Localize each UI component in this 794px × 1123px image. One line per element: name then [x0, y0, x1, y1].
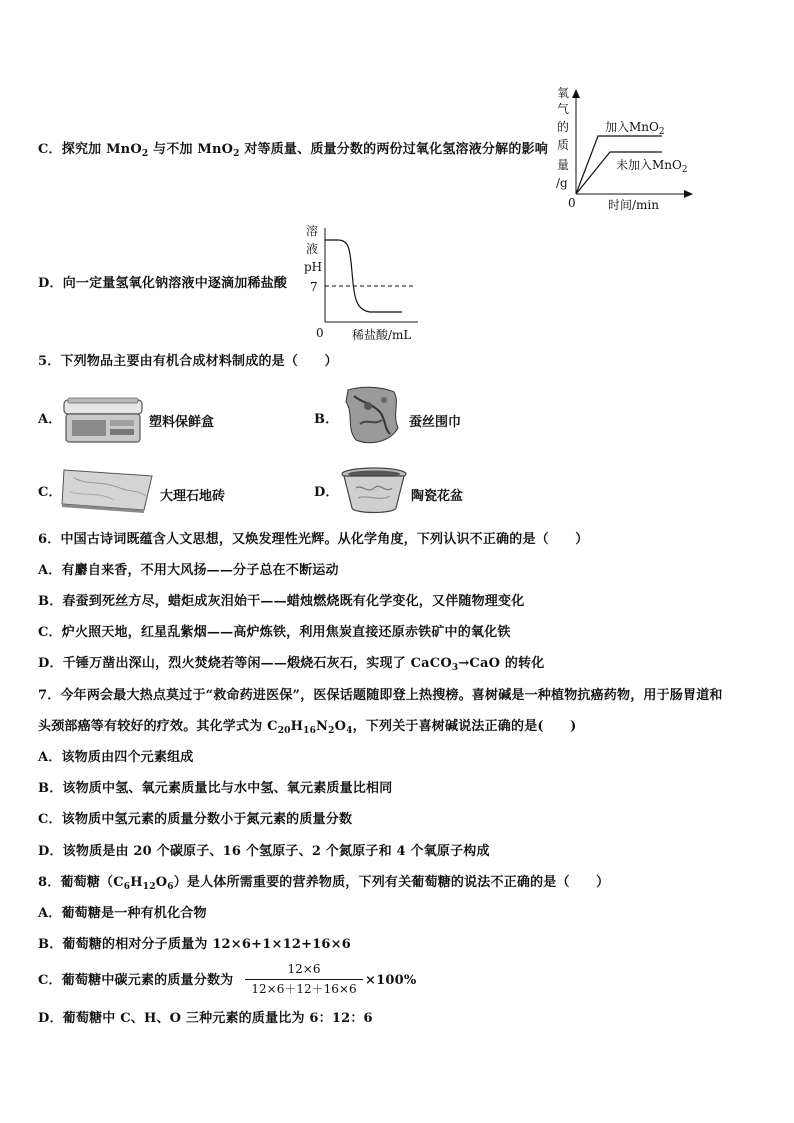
graph-d-ylabel-1: 溶	[305, 224, 318, 238]
q8-stem: 8．葡萄糖$(C_6H_{12}O_6)$是人体所需重要的营养物质，下列有关葡萄糖的说法不正确的是（ ）	[38, 875, 610, 892]
q5-stem: 5．下列物品主要由有机合成材料制成的是（ ）	[38, 354, 338, 369]
graph-d-ylabel-ph: pH	[304, 260, 323, 274]
graph-d-xlabel: 稀盐酸/mL	[352, 328, 412, 342]
q7-option-d: D．该物质是由 20 个碳原子、16 个氢原子、2 个氮原子和 4 个氧原子构成	[38, 844, 490, 859]
q6-option-a: A．有麝自来香，不用大风扬——分子总在不断运动	[38, 563, 339, 578]
q7-option-b: B．该物质中氢、氧元素质量比与水中氢、氧元素质量比相同	[38, 781, 393, 796]
q7-option-c: C．该物质中氢元素的质量分数小于氮元素的质量分数	[38, 812, 353, 827]
graph-c-xlabel: 时间/min	[608, 198, 659, 212]
graph-c-x-arrow	[684, 190, 693, 198]
q5-option-d-label: D．	[314, 485, 339, 500]
q8-option-c-suffix: ×100%	[365, 973, 417, 988]
q6-option-c: C．炉火照天地，红星乱紫烟——高炉炼铁，利用焦炭直接还原赤铁矿中的氧化铁	[38, 625, 511, 640]
fraction-bar	[245, 979, 363, 980]
plastic-box-image	[62, 394, 144, 446]
q5-option-c-label: C．	[38, 485, 62, 500]
graph-c-ylabel-5: 量	[556, 158, 569, 172]
q5-option-a-label: A．	[38, 412, 62, 427]
ceramic-pot-image	[340, 466, 408, 516]
graph-c-curve-with-mno2	[576, 136, 662, 194]
q7-stem-line1: 7．今年两会最大热点莫过于“救命药进医保”，医保话题随即登上热搜榜。喜树碱是一种植物抗癌药物，用于肠胃道和	[38, 688, 723, 703]
q5-option-a-text: 塑料保鲜盒	[149, 415, 215, 430]
q5-option-d-text: 陶瓷花盆	[411, 489, 464, 504]
q4-option-c: C．探究加 MnO$_2$ 与不加 MnO$_2$ 对等质量、质量分数的两份过氧化氢溶液分解的影响	[38, 142, 548, 159]
graph-d-origin: 0	[316, 326, 324, 340]
q8-option-c-prefix: C．葡萄糖中碳元素的质量分数为	[38, 973, 234, 988]
silk-scarf-image	[340, 384, 406, 448]
q6-option-b: B．春蚕到死丝方尽，蜡炬成灰泪始干——蜡烛燃烧既有化学变化，又伴随物理变化	[38, 594, 525, 609]
mass-fraction	[245, 962, 363, 996]
graph-c-ylabel-1: 氧	[556, 86, 569, 100]
q4-option-d: D．向一定量氢氧化钠溶液中逐滴加稀盐酸	[38, 276, 288, 291]
fraction-numerator: 12×6	[287, 962, 321, 976]
graph-c-yunit: /g	[556, 176, 568, 190]
graph-d-svg	[300, 222, 440, 346]
q6-stem: 6．中国古诗词既蕴含人文思想，又焕发理性光辉。从化学角度，下列认识不正确的是（ ）	[38, 532, 589, 547]
q8-option-a: A．葡萄糖是一种有机化合物	[38, 906, 207, 921]
q8-option-d: D．葡萄糖中 C、H、O 三种元素的质量比为 6：12：6	[38, 1011, 373, 1026]
q8-option-b: B．葡萄糖的相对分子质量为 12×6+1×12+16×6	[38, 937, 351, 952]
graph-d-ph-curve	[325, 240, 402, 312]
graph-c-ylabel-3: 的	[556, 120, 569, 134]
q5-option-b-text: 蚕丝围巾	[409, 415, 462, 430]
graph-c-ylabel-4: 质	[556, 138, 569, 152]
q7-option-a: A．该物质由四个元素组成	[38, 750, 194, 765]
graph-c-svg	[552, 86, 732, 216]
marble-tile-image	[60, 466, 156, 514]
graph-c-origin: 0	[568, 196, 576, 210]
q5-option-b-label: B．	[314, 412, 339, 427]
q7-stem-line2: 头颈部癌等有较好的疗效。其化学式为 $C_{20}H_{16}N_2O_4$，下列关于喜树碱说法正确的是( )	[38, 719, 577, 736]
graph-c-ylabel-2: 气	[556, 102, 569, 116]
ph-graph	[300, 222, 440, 346]
graph-d-ylabel-2: 液	[305, 242, 318, 256]
q5-option-c-text: 大理石地砖	[160, 489, 226, 504]
oxygen-mass-graph	[552, 86, 732, 216]
graph-c-y-arrow	[572, 89, 580, 98]
graph-c-curve-top-label: 加入MnO$_2$	[605, 120, 665, 137]
fraction-denominator: 12×6＋12＋16×6	[251, 982, 357, 996]
graph-d-seven: 7	[310, 280, 318, 294]
q6-option-d: D．千锤万凿出深山，烈火焚烧若等闲——煅烧石灰石，实现了 CaCO$_3$→CaO 的转化	[38, 656, 545, 673]
graph-c-curve-bottom-label: 未加入MnO$_2$	[616, 158, 688, 175]
